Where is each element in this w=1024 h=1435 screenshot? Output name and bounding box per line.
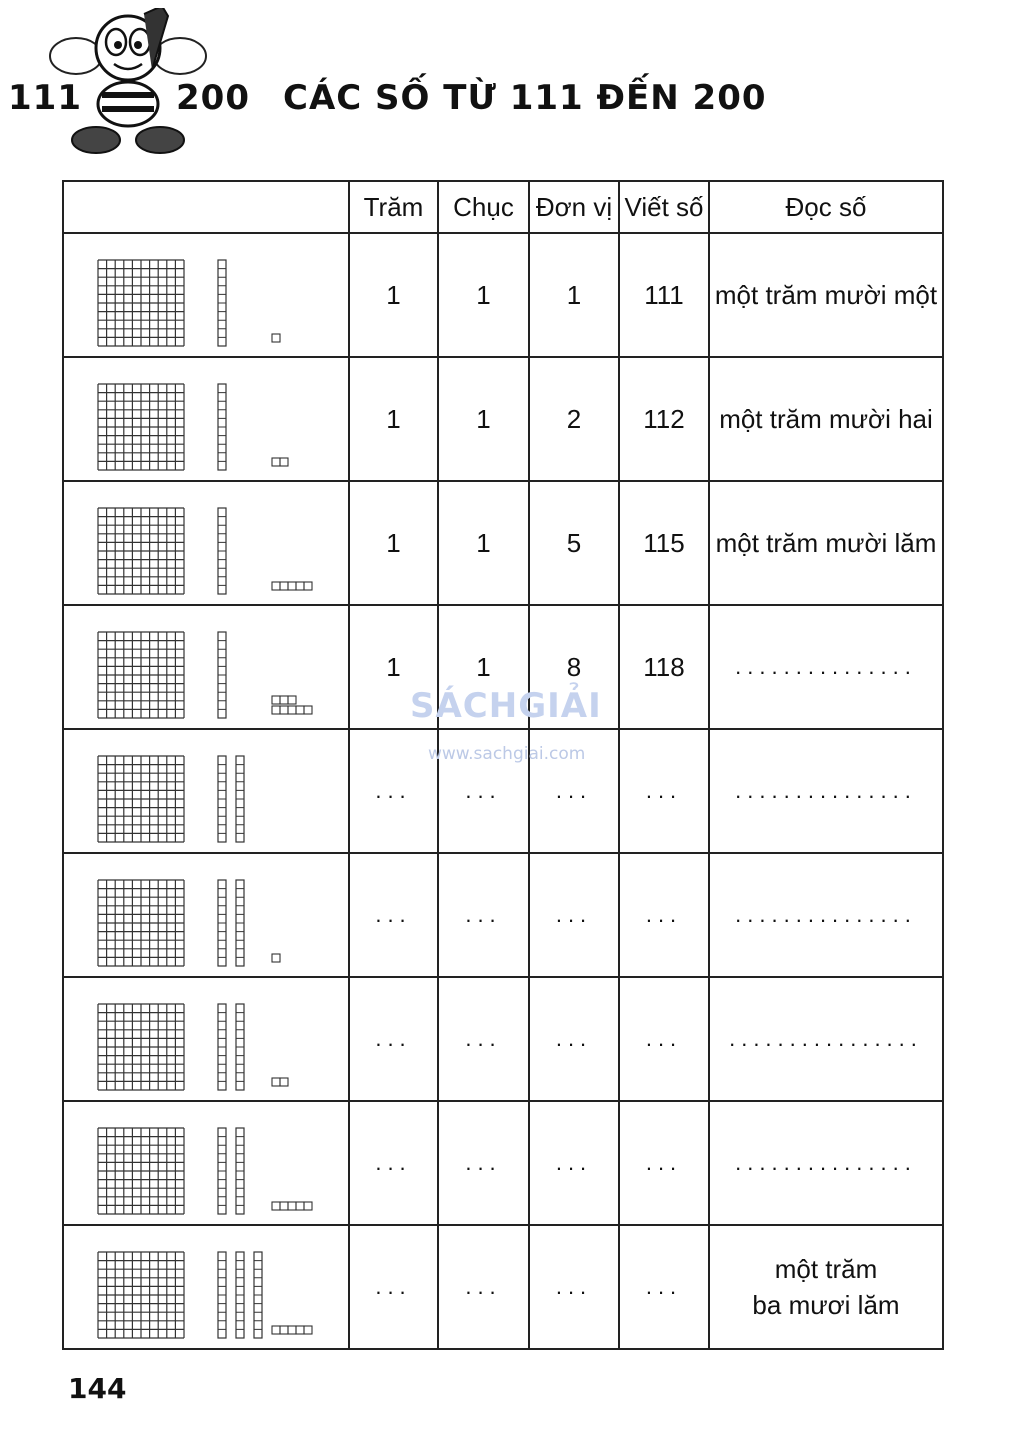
base-ten-blocks (63, 233, 349, 357)
unit-cube (304, 1202, 312, 1210)
cell-chuc: ... (438, 1101, 529, 1225)
cell-vietso: 112 (619, 357, 709, 481)
cell-docso: ............... (709, 605, 943, 729)
base-ten-blocks-icon (64, 606, 348, 728)
page-header (0, 0, 1024, 170)
cell-donvi: ... (529, 1225, 619, 1349)
unit-cube (304, 706, 312, 714)
unit-cube (280, 1326, 288, 1334)
hundred-block (98, 880, 184, 966)
cell-donvi: 1 (529, 233, 619, 357)
base-ten-blocks-icon (64, 482, 348, 604)
cell-donvi: ... (529, 729, 619, 853)
range-start: 111 (8, 78, 82, 118)
col-header-vietso: Viết số (619, 181, 709, 233)
unit-cube (280, 582, 288, 590)
hundred-block (98, 260, 184, 346)
unit-cube (272, 1202, 280, 1210)
base-ten-blocks (63, 605, 349, 729)
unit-cube (288, 1326, 296, 1334)
unit-cube (272, 582, 280, 590)
unit-cube (280, 458, 288, 466)
base-ten-blocks-icon (64, 358, 348, 480)
unit-cube (272, 334, 280, 342)
unit-cube (288, 1202, 296, 1210)
base-ten-blocks-icon (64, 730, 348, 852)
col-header-docso: Đọc số (709, 181, 943, 233)
cell-tram: 1 (349, 357, 438, 481)
base-ten-blocks (63, 481, 349, 605)
cell-vietso: ... (619, 977, 709, 1101)
cell-chuc: 1 (438, 357, 529, 481)
cell-donvi: ... (529, 977, 619, 1101)
col-header-picture (63, 181, 349, 233)
unit-cube (296, 1202, 304, 1210)
cell-vietso: ... (619, 1101, 709, 1225)
cell-tram: ... (349, 1101, 438, 1225)
table-header-row (63, 181, 943, 233)
unit-cube (296, 582, 304, 590)
cell-docso (709, 1225, 943, 1349)
base-ten-blocks-icon (64, 978, 348, 1100)
page-number: 144 (68, 1372, 127, 1405)
unit-cube (272, 1078, 280, 1086)
table-row (63, 977, 943, 1101)
cell-vietso: ... (619, 729, 709, 853)
cell-docso: một trăm mười hai (709, 357, 943, 481)
watermark-logo: SÁCHGIẢI (410, 686, 602, 726)
table-row (63, 1225, 943, 1349)
unit-cube (288, 582, 296, 590)
table-row (63, 233, 943, 357)
base-ten-blocks-icon (64, 1102, 348, 1224)
cell-chuc: ... (438, 1225, 529, 1349)
hundred-block (98, 632, 184, 718)
unit-cube (280, 696, 288, 704)
unit-cube (296, 706, 304, 714)
cell-docso: ............... (709, 1101, 943, 1225)
col-header-donvi: Đơn vị (529, 181, 619, 233)
hundred-block (98, 1252, 184, 1338)
cell-vietso: ... (619, 1225, 709, 1349)
docso-line-1: một trăm (774, 1254, 878, 1284)
unit-cube (272, 706, 280, 714)
base-ten-blocks (63, 357, 349, 481)
hundred-block (98, 384, 184, 470)
cell-docso: một trăm mười lăm (709, 481, 943, 605)
cell-docso: ................ (709, 977, 943, 1101)
cell-docso: ............... (709, 729, 943, 853)
cell-vietso: 118 (619, 605, 709, 729)
unit-cube (296, 1326, 304, 1334)
cell-chuc: ... (438, 853, 529, 977)
col-header-chuc: Chục (438, 181, 529, 233)
cell-tram: ... (349, 729, 438, 853)
unit-cube (280, 1202, 288, 1210)
base-ten-blocks (63, 729, 349, 853)
unit-cube (272, 696, 280, 704)
table-row (63, 1101, 943, 1225)
cell-vietso: 111 (619, 233, 709, 357)
table-row (63, 605, 943, 729)
unit-cube (272, 1326, 280, 1334)
base-ten-blocks (63, 1225, 349, 1349)
base-ten-blocks-icon (64, 234, 348, 356)
cell-vietso: ... (619, 853, 709, 977)
cell-chuc: ... (438, 729, 529, 853)
unit-cube (288, 696, 296, 704)
cell-tram: 1 (349, 481, 438, 605)
cell-docso: một trăm mười một (709, 233, 943, 357)
cell-tram: 1 (349, 605, 438, 729)
cell-chuc: 1 (438, 605, 529, 729)
cell-tram: ... (349, 1225, 438, 1349)
base-ten-blocks-icon (64, 854, 348, 976)
unit-cube (280, 1078, 288, 1086)
page-title: CÁC SỐ TỪ 111 ĐẾN 200 (283, 78, 767, 118)
table-row (63, 729, 943, 853)
cell-tram: ... (349, 853, 438, 977)
base-ten-blocks-icon (64, 1226, 348, 1348)
watermark-url: www.sachgiai.com (428, 744, 586, 764)
number-table (62, 180, 944, 1350)
base-ten-blocks (63, 977, 349, 1101)
cell-chuc: 1 (438, 481, 529, 605)
unit-cube (304, 582, 312, 590)
hundred-block (98, 756, 184, 842)
cell-donvi: ... (529, 1101, 619, 1225)
hundred-block (98, 1004, 184, 1090)
cell-chuc: 1 (438, 233, 529, 357)
table-row (63, 481, 943, 605)
unit-cube (272, 458, 280, 466)
col-header-tram: Trăm (349, 181, 438, 233)
hundred-block (98, 1128, 184, 1214)
unit-cube (280, 706, 288, 714)
cell-donvi: 8 (529, 605, 619, 729)
base-ten-blocks (63, 853, 349, 977)
unit-cube (304, 1326, 312, 1334)
cell-donvi: 2 (529, 357, 619, 481)
hundred-block (98, 508, 184, 594)
cell-tram: ... (349, 977, 438, 1101)
range-end: 200 (176, 78, 250, 118)
cell-donvi: 5 (529, 481, 619, 605)
table-row (63, 357, 943, 481)
base-ten-blocks (63, 1101, 349, 1225)
unit-cube (288, 706, 296, 714)
cell-donvi: ... (529, 853, 619, 977)
unit-cube (272, 954, 280, 962)
cell-tram: 1 (349, 233, 438, 357)
docso-line-2: ba mươi lăm (752, 1290, 900, 1320)
table-row (63, 853, 943, 977)
cell-vietso: 115 (619, 481, 709, 605)
cell-docso: ............... (709, 853, 943, 977)
cell-chuc: ... (438, 977, 529, 1101)
